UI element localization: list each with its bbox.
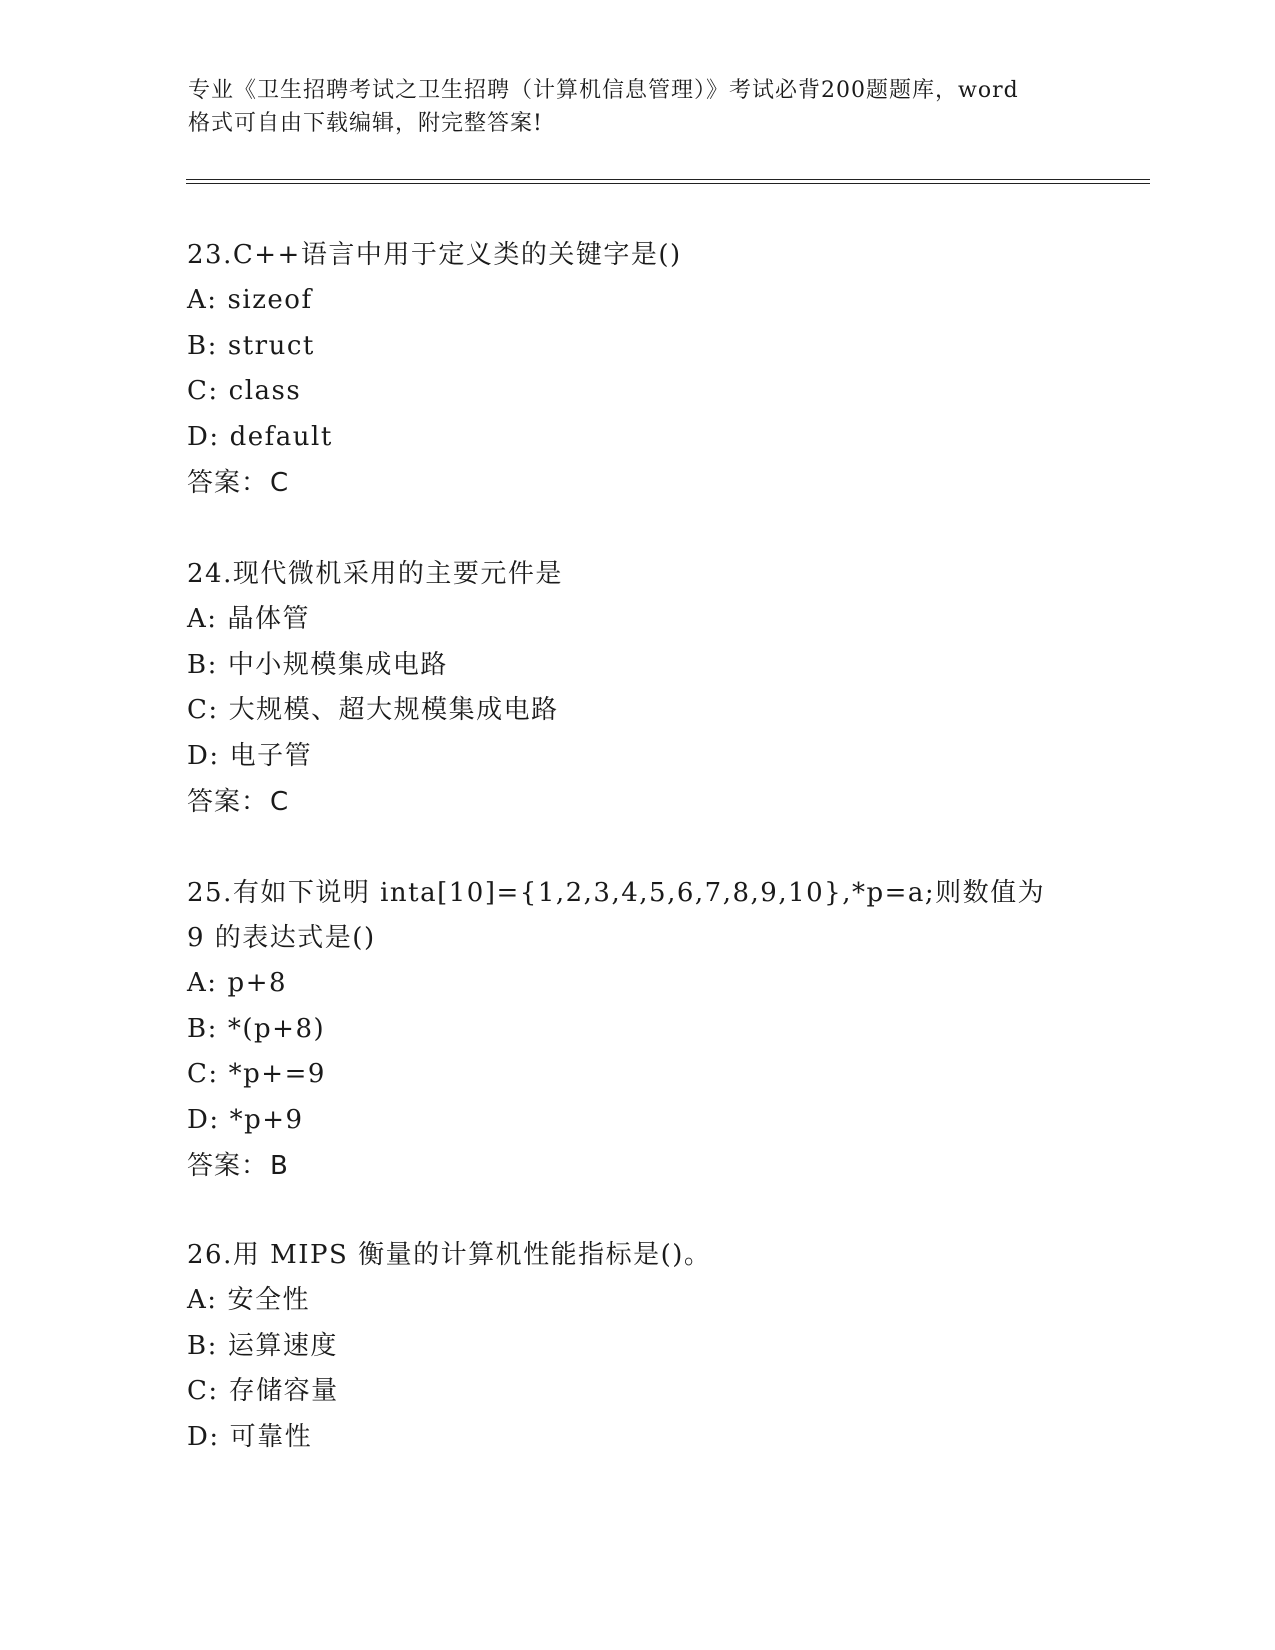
question-stem: 23.C++语言中用于定义类的关键字是(): [187, 240, 682, 270]
option-key: D:: [187, 421, 220, 452]
header-line-2: 格式可自由下载编辑，附完整答案!: [188, 111, 543, 136]
option-a: [187, 597, 1087, 643]
option-text: default: [229, 421, 333, 452]
answer-label: 答案：: [187, 1151, 269, 1181]
option-text: *p+9: [229, 1104, 304, 1135]
document-header: [188, 74, 1088, 140]
option-b: [187, 1007, 1087, 1053]
question-stem: 26.用 MIPS 衡量的计算机性能指标是()。: [187, 1240, 712, 1270]
option-d: [187, 734, 1087, 780]
option-key: C:: [187, 376, 219, 406]
option-key: B:: [187, 330, 218, 361]
question-stem: 25.有如下说明 inta[10]={1,2,3,4,5,6,7,8,9,10},*p=a;则数值为 9 的表达式是(): [187, 878, 1046, 953]
question-stem: 24.现代微机采用的主要元件是: [187, 559, 563, 589]
option-text: struct: [227, 330, 315, 361]
option-text: 中小规模集成电路: [227, 649, 448, 680]
option-key: A:: [187, 968, 218, 998]
option-a: [187, 278, 1087, 324]
header-line-1: 专业《卫生招聘考试之卫生招聘（计算机信息管理）》考试必背200题题库，word: [188, 78, 1019, 103]
option-text: 可靠性: [229, 1421, 313, 1452]
question-23: [187, 233, 1087, 506]
answer-label: 答案：: [187, 468, 269, 498]
option-text: 电子管: [229, 740, 313, 771]
question-25: [187, 871, 1087, 1189]
option-b: [187, 324, 1087, 370]
option-a: [187, 1278, 1087, 1324]
answer-line: [187, 460, 1087, 506]
option-b: [187, 1324, 1087, 1370]
question-24: [187, 552, 1087, 825]
option-text: p+8: [227, 968, 288, 998]
option-text: 存储容量: [228, 1376, 339, 1406]
answer-value: C: [270, 468, 290, 498]
option-key: B:: [187, 1330, 218, 1361]
option-c: [187, 1052, 1087, 1098]
option-b: [187, 643, 1087, 689]
option-key: C:: [187, 1059, 219, 1089]
option-key: D:: [187, 1421, 220, 1452]
header-divider-top: [186, 179, 1150, 180]
option-key: B:: [187, 1013, 218, 1044]
option-d: [187, 1098, 1087, 1144]
option-key: A:: [187, 285, 218, 315]
answer-value: C: [270, 787, 290, 817]
option-a: [187, 961, 1087, 1007]
option-c: [187, 1369, 1087, 1415]
option-key: C:: [187, 1376, 219, 1406]
option-text: *(p+8): [227, 1013, 326, 1044]
answer-value: B: [270, 1151, 289, 1181]
option-text: 晶体管: [227, 604, 311, 634]
question-26: [187, 1233, 1087, 1460]
option-key: A:: [187, 604, 218, 634]
option-c: [187, 688, 1087, 734]
option-d: [187, 1415, 1087, 1461]
option-text: 安全性: [227, 1285, 311, 1315]
option-key: C:: [187, 695, 219, 725]
option-text: *p+=9: [228, 1059, 326, 1089]
option-key: D:: [187, 1104, 220, 1135]
option-d: [187, 415, 1087, 461]
header-divider-bottom: [186, 183, 1150, 184]
answer-label: 答案：: [187, 787, 269, 817]
option-text: sizeof: [227, 285, 313, 315]
option-key: A:: [187, 1285, 218, 1315]
option-text: class: [228, 376, 302, 406]
answer-line: [187, 1143, 1087, 1189]
option-text: 大规模、超大规模集成电路: [228, 695, 559, 725]
option-key: D:: [187, 740, 220, 771]
option-text: 运算速度: [227, 1330, 338, 1361]
option-c: [187, 369, 1087, 415]
answer-line: [187, 779, 1087, 825]
option-key: B:: [187, 649, 218, 680]
